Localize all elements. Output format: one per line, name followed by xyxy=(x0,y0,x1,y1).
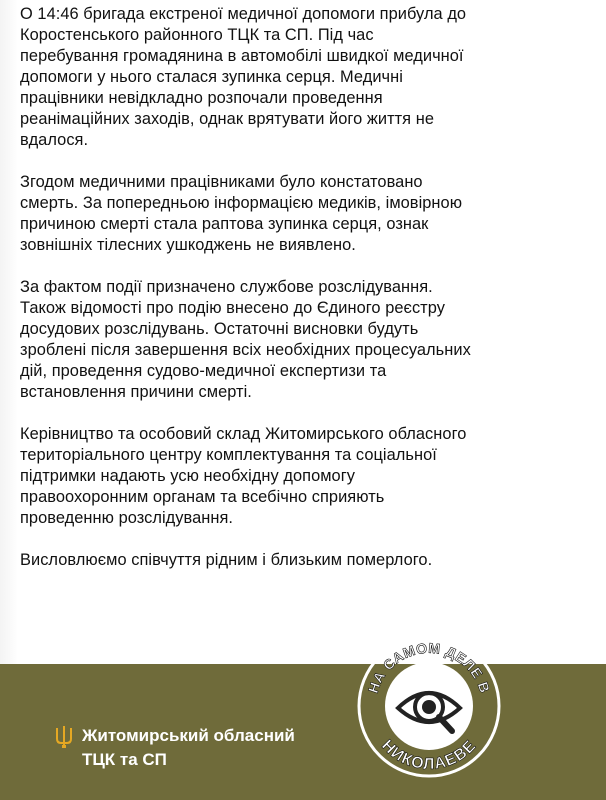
org-banner xyxy=(0,664,606,800)
org-name-line-2: ТЦК та СП xyxy=(82,750,167,769)
post-paragraph-1: О 14:46 бригада екстреної медичної допомоги прибула до Коростенського районного ТЦК та СП. Під час перебування громадянина в автомобілі швидкої медичної допомоги у нього сталася зупинка серця. Медичні працівники невідкладно розпочали проведення реанімаційних заходів, однак врятувати його життя не вдалося. xyxy=(20,5,467,149)
watermark-logo xyxy=(354,628,504,778)
org-name-line-1: Житомирський обласний xyxy=(82,726,295,745)
post-paragraph-4: Керівництво та особовий склад Житомирського обласного територіального центру комплектування та соціальної підтримки надають усю необхідну допомогу правоохоронним органам та всебічно сприяють проведенню розслідування. xyxy=(20,425,467,527)
post-paragraph-3: За фактом події призначено службове розслідування. Також відомості про подію внесено до Єдиного реєстру досудових розслідувань. Остаточні висновки будуть зроблені після завершення всіх необхідних процесуальних дій, проведення судово-медичної експертизи та встановлення причини смерті. xyxy=(20,278,471,401)
trident-icon xyxy=(56,726,72,748)
post-paragraph-2: Згодом медичними працівниками було констатовано смерть. За попередньою інформацією медиків, імовірною причиною смерті стала раптова зупинка серця, ознак зовнішніх тілесних ушкоджень не виявлено. xyxy=(20,173,463,254)
watermark-text-bottom: НИКОЛАЕВЕ xyxy=(378,737,480,774)
org-brand xyxy=(56,724,295,772)
org-name xyxy=(82,724,295,772)
left-edge-shade xyxy=(0,0,18,664)
post-body xyxy=(18,0,600,664)
post-paragraph-5: Висловлюємо співчуття рідним і близьким померлого. xyxy=(20,551,433,569)
watermark-text-top: НА САМОМ ДЕЛЕ В xyxy=(364,639,494,695)
